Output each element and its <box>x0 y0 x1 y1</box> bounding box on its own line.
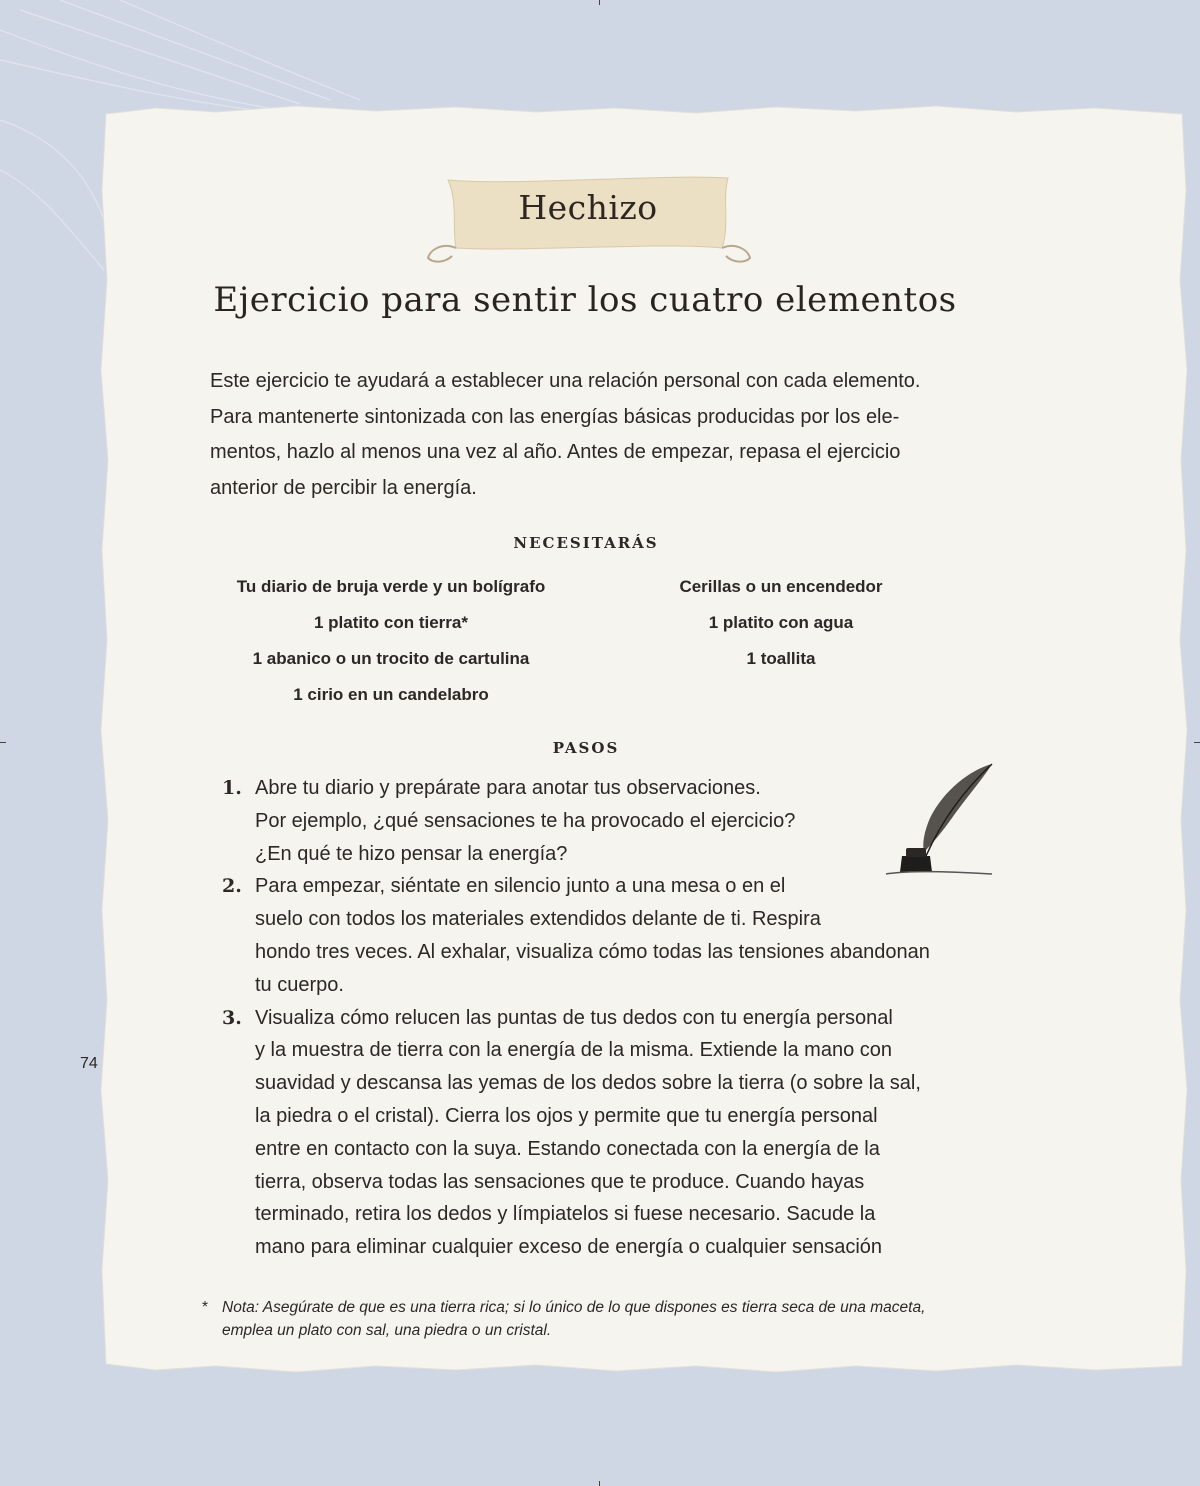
needs-item: Cerillas o un encendedor <box>679 577 883 596</box>
footnote <box>202 1296 982 1342</box>
page-title: Ejercicio para sentir los cuatro elementos <box>213 280 957 320</box>
footnote-line: emplea un plato con sal, una piedra o un cristal. <box>222 1322 552 1339</box>
footnote-line: Nota: Asegúrate de que es una tierra rica; si lo único de lo que dispones es tierra seca de una maceta, <box>222 1299 926 1316</box>
step-line: mano para eliminar cualquier exceso de energía o cualquier sensación <box>255 1236 883 1259</box>
crop-mark <box>1194 742 1200 743</box>
intro-line: Para mantenerte sintonizada con las energías básicas producidas por los ele- <box>210 405 900 428</box>
crop-mark <box>0 742 6 743</box>
crop-mark <box>599 0 600 5</box>
banner-title: Hechizo <box>518 188 658 227</box>
step-item <box>216 870 976 1001</box>
steps-list <box>216 772 976 1264</box>
intro-line: Este ejercicio te ayudará a establecer una relación personal con cada elemento. <box>210 370 921 392</box>
page-number: 74 <box>80 1055 98 1072</box>
needs-list-right <box>640 574 922 682</box>
needs-item: 1 platito con agua <box>708 613 854 632</box>
step-line: Visualiza cómo relucen las puntas de tus dedos con tu energía personal <box>255 1006 893 1029</box>
needs-item: 1 platito con tierra* <box>314 613 468 632</box>
intro-paragraph <box>210 364 980 506</box>
step-number: 1. <box>222 777 242 799</box>
step-line: Por ejemplo, ¿qué sensaciones te ha provocado el ejercicio? <box>255 809 796 832</box>
crop-mark <box>599 1481 600 1486</box>
step-number: 2. <box>222 875 242 898</box>
step-line: Abre tu diario y prepárate para anotar tus observaciones. <box>255 777 761 799</box>
needs-item: 1 cirio en un candelabro <box>293 685 489 704</box>
steps-heading: PASOS <box>552 739 620 757</box>
step-line: hondo tres veces. Al exhalar, visualiza cómo todas las tensiones abandonan <box>255 940 930 963</box>
needs-heading: NECESITARÁS <box>513 534 659 552</box>
needs-list-left <box>210 574 572 718</box>
step-line: terminado, retira los dedos y límpiatelos si fuese necesario. Sacude la <box>255 1203 876 1226</box>
step-item <box>216 1002 976 1264</box>
step-line: suelo con todos los materiales extendidos delante de ti. Respira <box>255 908 821 931</box>
step-item <box>216 772 976 870</box>
needs-item: Tu diario de bruja verde y un bolígrafo <box>236 577 546 596</box>
step-line: tu cuerpo. <box>255 973 344 996</box>
needs-item: 1 toallita <box>746 649 816 668</box>
step-line: la piedra o el cristal). Cierra los ojos y permite que tu energía personal <box>255 1104 878 1127</box>
step-line: tierra, observa todas las sensaciones que te produce. Cuando hayas <box>255 1170 865 1193</box>
intro-line: anterior de percibir la energía. <box>210 476 477 499</box>
step-line: y la muestra de tierra con la energía de la misma. Extiende la mano con <box>255 1039 892 1062</box>
step-number: 3. <box>222 1006 242 1029</box>
step-line: Para empezar, siéntate en silencio junto a una mesa o en el <box>255 875 786 898</box>
step-line: ¿En qué te hizo pensar la energía? <box>255 842 568 865</box>
footnote-asterisk: * <box>202 1299 209 1316</box>
needs-item: 1 abanico o un trocito de cartulina <box>252 649 530 668</box>
step-line: suavidad y descansa las yemas de los dedos sobre la tierra (o sobre la sal, <box>255 1072 921 1095</box>
step-line: entre en contacto con la suya. Estando conectada con la energía de la <box>255 1137 880 1160</box>
intro-line: mentos, hazlo al menos una vez al año. Antes de empezar, repasa el ejercicio <box>210 441 901 463</box>
